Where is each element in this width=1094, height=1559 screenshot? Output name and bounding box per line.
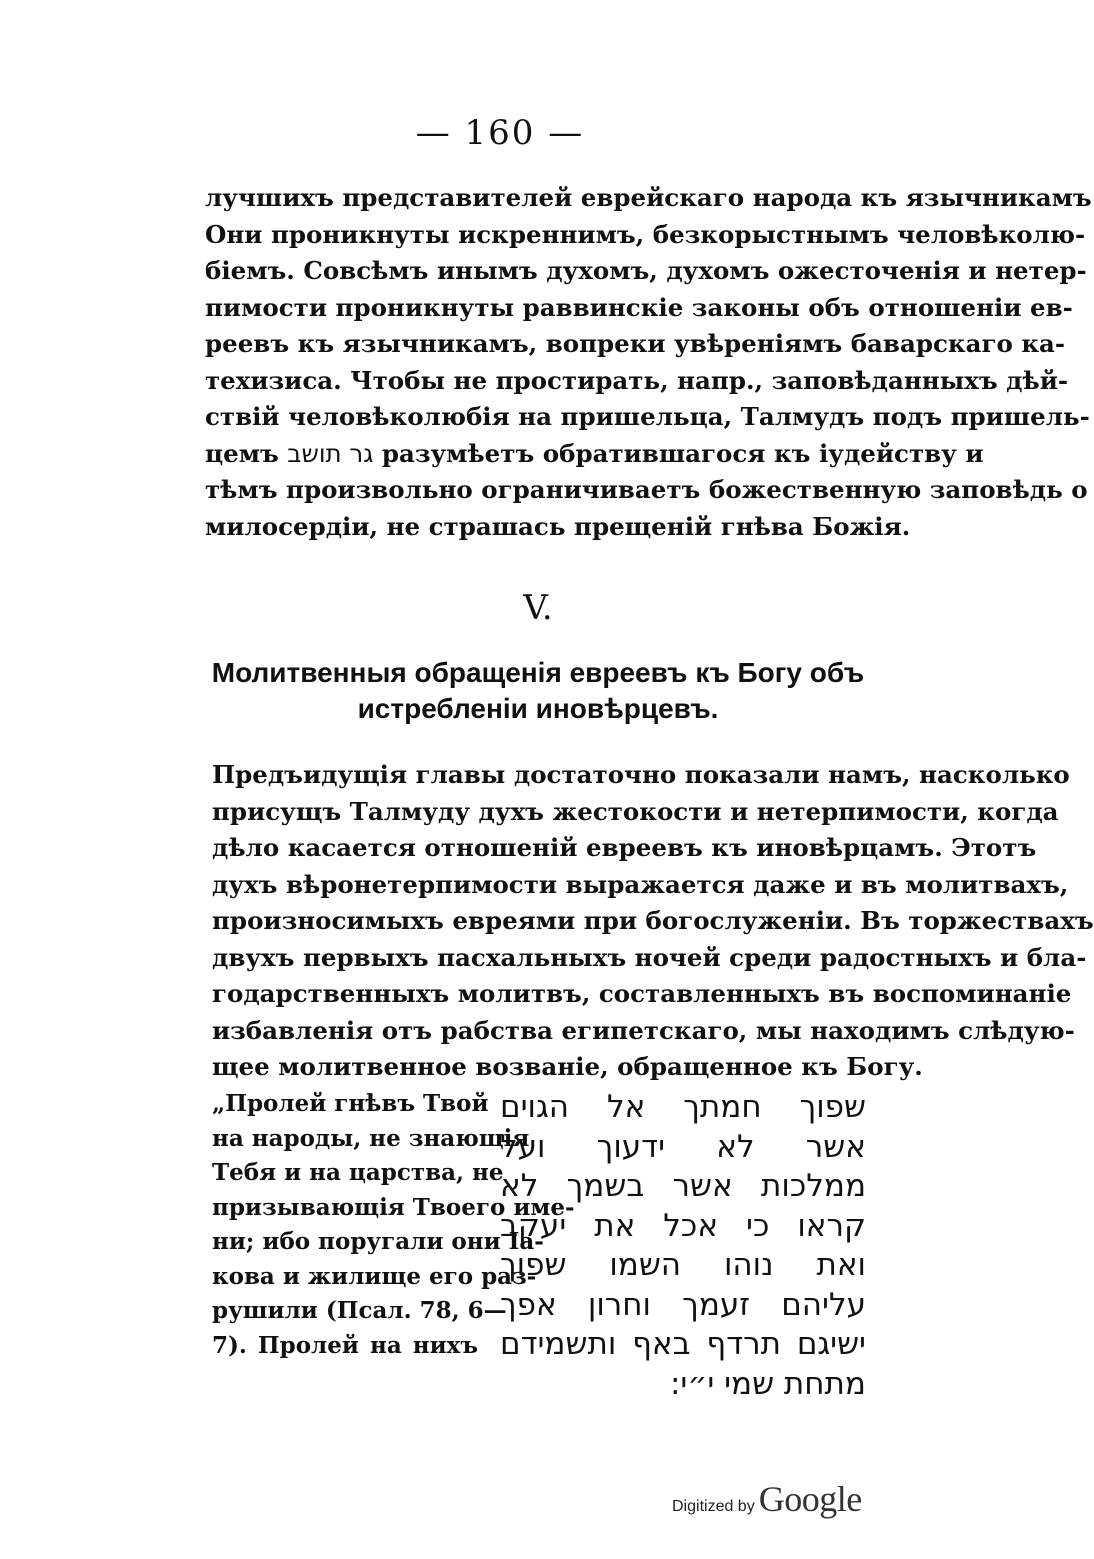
- hebrew-line: קראו כי אכל את יעקב: [500, 1207, 866, 1244]
- translation-line: 7). Пролей на нихъ: [212, 1331, 478, 1359]
- text-line: Предъидущія главы достаточно показали намъ, насколько: [212, 760, 1070, 789]
- text-line: избавленія отъ рабства египетскаго, мы находимъ слѣдую-: [212, 1015, 1075, 1045]
- hebrew-line: עליהם זעמך וחרון אפך: [500, 1286, 866, 1323]
- translation-line: кова и жилище его раз-: [212, 1262, 537, 1290]
- section-number: V.: [523, 588, 553, 628]
- hebrew-line: מתחת שמי י״י:: [669, 1365, 866, 1402]
- translation-line: ни; ибо поругали они Іа-: [212, 1228, 544, 1255]
- text-line: техизиса. Чтобы не простирать, напр., заповѣданныхъ дѣй-: [205, 365, 1069, 395]
- text-line: щее молитвенное возваніе, обращенное къ Богу.: [212, 1052, 923, 1081]
- translation-line: Тебя и на царства, не: [212, 1159, 504, 1186]
- text-line: годарственныхъ молитвъ, составленныхъ въ воспоминаніе: [212, 979, 1072, 1008]
- text-line: произносимыхъ евреями при богослуженіи. Въ торжествахъ: [212, 906, 1094, 935]
- translation-line: „Пролей гнѣвъ Твой: [212, 1090, 489, 1117]
- paragraph-2: [212, 757, 1094, 1086]
- text-fragment: разумѣетъ обратившагося къ іудейству и: [381, 438, 984, 468]
- google-logo: Google: [758, 1479, 862, 1519]
- page-number: — 160 —: [415, 113, 585, 153]
- hebrew-line: אשר לא ידעוך ועל: [500, 1128, 866, 1165]
- text-line: двухъ первыхъ пасхальныхъ ночей среди радостныхъ и бла-: [212, 942, 1087, 972]
- text-line: Они проникнуты искреннимъ, безкорыстнымъ человѣколю-: [205, 219, 1086, 249]
- heading-line: истребленіи иновѣрцевъ.: [357, 693, 719, 724]
- text-line: реевъ къ язычникамъ, вопреки увѣреніямъ баварскаго ка-: [205, 329, 1066, 358]
- text-line: дѣло касается отношеній евреевъ къ иновѣрцамъ. Этотъ: [212, 833, 1037, 862]
- heading-line: Молитвенныя обращенія евреевъ къ Богу объ: [211, 657, 865, 688]
- text-line: лучшихъ представителей еврейскаго народа къ язычникамъ: [205, 183, 1092, 212]
- text-line: присущъ Талмуду духъ жестокости и нетерпимости, когда: [212, 796, 1059, 826]
- hebrew-line: ישיגם תרדף באף ותשמידם: [500, 1326, 866, 1362]
- translation-line: призывающія Твоего име-: [212, 1193, 575, 1221]
- digitized-watermark: [672, 1478, 862, 1520]
- paragraph-1: [205, 180, 1092, 545]
- section-heading: [200, 655, 876, 727]
- hebrew-line: שפוך חמתך אל הגוים: [500, 1089, 866, 1125]
- watermark-prefix: Digitized by: [672, 1498, 755, 1515]
- hebrew-term: גר תושב: [287, 438, 374, 468]
- text-line: пимости проникнуты раввинскіе законы объ отношеніи ев-: [205, 292, 1073, 322]
- text-line: біемъ. Совсѣмъ инымъ духомъ, духомъ ожесточенія и нетер-: [205, 256, 1087, 285]
- hebrew-column: [500, 1088, 866, 1404]
- translation-line: на народы, не знающія: [212, 1124, 530, 1152]
- text-fragment: цемъ: [205, 438, 279, 468]
- translation-line: рушили (Псал. 78, 6—: [212, 1297, 507, 1324]
- text-line: духъ вѣронетерпимости выражается даже и въ молитвахъ,: [212, 869, 1069, 899]
- text-line: тѣмъ произвольно ограничиваетъ божественную заповѣдь о: [205, 475, 1088, 504]
- text-line-with-hebrew: [205, 436, 984, 473]
- text-line: ствій человѣколюбія на пришельца, Талмудъ подъ пришель-: [205, 402, 1090, 431]
- text-line: милосердіи, не страшась прещеній гнѣва Божія.: [205, 511, 911, 541]
- translation-column: [212, 1087, 575, 1363]
- hebrew-line: ואת נוהו השמו שפוך: [500, 1247, 866, 1283]
- hebrew-line: ממלכות אשר בשמך לא: [500, 1168, 866, 1204]
